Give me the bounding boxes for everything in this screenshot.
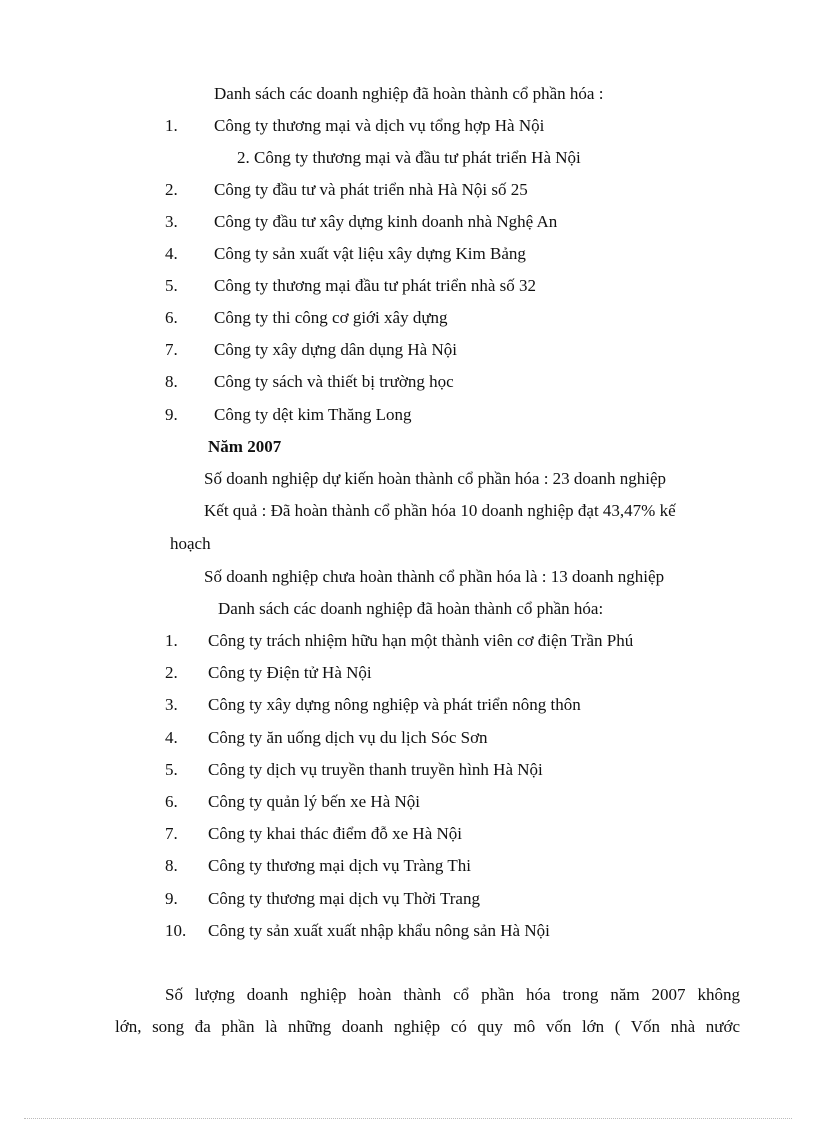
list-heading: Danh sách các doanh nghiệp đã hoàn thành cổ phần hóa : [214, 84, 604, 103]
section-title: Năm 2007 [208, 437, 282, 456]
list-item-number: 9. [165, 889, 178, 908]
list-item-number: 7. [165, 824, 178, 843]
planned-count: Số doanh nghiệp dự kiến hoàn thành cổ phần hóa : 23 doanh nghiệp [204, 469, 666, 488]
list-item: Công ty dịch vụ truyền thanh truyền hình Hà Nội [208, 760, 543, 779]
result-line-continued: hoạch [170, 534, 211, 553]
list-item-number: 1. [165, 631, 178, 650]
list-item-number: 2. [165, 663, 178, 682]
list-item-number: 8. [165, 372, 178, 391]
list-item: Công ty sách và thiết bị trường học [214, 372, 454, 391]
paragraph-line: lớn, song đa phần là những doanh nghiệp có quy mô vốn lớn ( Vốn nhà nước [115, 1017, 740, 1036]
list-item: Công ty Điện tử Hà Nội [208, 663, 372, 682]
list-item: Công ty xây dựng dân dụng Hà Nội [214, 340, 457, 359]
list-item: Công ty đầu tư xây dựng kinh doanh nhà Nghệ An [214, 212, 558, 231]
page-bottom-divider [24, 1118, 792, 1119]
list-item: Công ty quản lý bến xe Hà Nội [208, 792, 420, 811]
list-item: Công ty thi công cơ giới xây dựng [214, 308, 448, 327]
list-item-number: 10. [165, 921, 187, 940]
list-item: Công ty sản xuất vật liệu xây dựng Kim Bảng [214, 244, 526, 263]
list-item: Công ty ăn uống dịch vụ du lịch Sóc Sơn [208, 728, 488, 747]
list-item-number: 6. [165, 792, 178, 811]
list-item: Công ty thương mại dịch vụ Tràng Thi [208, 856, 471, 875]
list-heading: Danh sách các doanh nghiệp đã hoàn thành cổ phần hóa: [218, 599, 604, 618]
list-item: Công ty đầu tư và phát triển nhà Hà Nội số 25 [214, 180, 528, 199]
list-item-number: 6. [165, 308, 178, 327]
list-item-number: 3. [165, 695, 178, 714]
result-line: Kết quả : Đã hoàn thành cổ phần hóa 10 doanh nghiệp đạt 43,47% kế [204, 501, 676, 520]
list-item: Công ty xây dựng nông nghiệp và phát triển nông thôn [208, 695, 581, 714]
list-item-number: 4. [165, 244, 178, 263]
list-item-number: 1. [165, 116, 178, 135]
list-item-number: 5. [165, 276, 178, 295]
list-item: Công ty dệt kim Thăng Long [214, 405, 412, 424]
remaining-count: Số doanh nghiệp chưa hoàn thành cổ phần hóa là : 13 doanh nghiệp [204, 567, 665, 586]
list-item: Công ty thương mại đầu tư phát triển nhà số 32 [214, 276, 537, 295]
list-item-number: 8. [165, 856, 178, 875]
list-item-number: 4. [165, 728, 178, 747]
list-item: 2. Công ty thương mại và đầu tư phát triển Hà Nội [237, 148, 581, 167]
list-item: Công ty trách nhiệm hữu hạn một thành viên cơ điện Trần Phú [208, 631, 634, 650]
list-item: Công ty thương mại và dịch vụ tổng hợp Hà Nội [214, 116, 545, 135]
list-item-number: 5. [165, 760, 178, 779]
list-item-number: 2. [165, 180, 178, 199]
list-item-number: 3. [165, 212, 178, 231]
list-item: Công ty sản xuất xuất nhập khẩu nông sản Hà Nội [208, 921, 550, 940]
list-item-number: 9. [165, 405, 178, 424]
list-item: Công ty thương mại dịch vụ Thời Trang [208, 889, 480, 908]
list-item-number: 7. [165, 340, 178, 359]
paragraph-line: Số lượng doanh nghiệp hoàn thành cổ phần hóa trong năm 2007 không [165, 985, 740, 1004]
list-item: Công ty khai thác điểm đỗ xe Hà Nội [208, 824, 463, 843]
